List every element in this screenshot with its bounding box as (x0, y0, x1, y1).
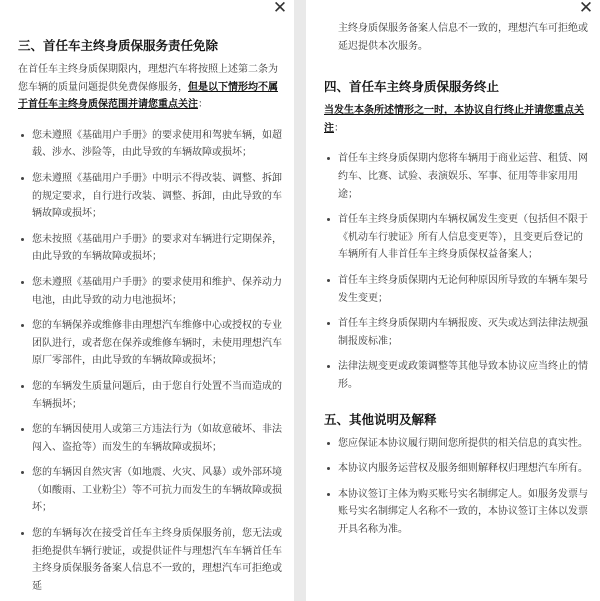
list-item: 您未按照《基础用户手册》的要求对车辆进行定期保养，由此导致的车辆故障或损坏； (18, 231, 282, 266)
section-3-intro (18, 61, 282, 114)
section-3-intro-end: ： (198, 99, 208, 111)
section-3-intro-emphasis: 但是以下情形均不属于首任车主终身质保范围并请您重点关注 (18, 81, 278, 111)
section-4-intro (324, 102, 588, 137)
list-item: 您的车辆发生质量问题后，由于您自行处置不当而造成的车辆损坏； (18, 378, 282, 413)
right-page (306, 0, 600, 601)
list-item: 您应保证本协议履行期间您所提供的相关信息的真实性。 (324, 435, 588, 453)
section-4-list (324, 150, 588, 393)
section-5-title: 五、其他说明及解释 (324, 411, 437, 427)
left-page (0, 0, 294, 601)
right-content (324, 20, 588, 538)
section-4-intro-emphasis: 当发生本条所述情形之一时，本协议自行终止并请您重点关注 (324, 105, 584, 134)
list-item: 您未遵照《基础用户手册》的要求使用和维护、保养动力电池，由此导致的动力电池损坏； (18, 274, 282, 309)
list-item: 您的车辆因使用人或第三方违法行为（如故意破坏、非法闯入、盗抢等）而发生的车辆故障或损坏； (18, 421, 282, 456)
list-item: 首任车主终身质保期内无论何种原因所导致的车辆车架号发生变更； (324, 272, 588, 307)
list-item: 首任车主终身质保期内车辆报废、灭失或达到法律法规强制报废标准； (324, 315, 588, 350)
continued-text: 主终身质保服务备案人信息不一致的，理想汽车可拒绝或延迟提供本次服务。 (338, 23, 588, 52)
section-3-list (18, 127, 282, 596)
section-4-title: 四、首任车主终身质保服务终止 (324, 79, 500, 95)
list-item: 首任车主终身质保期内车辆权属发生变更（包括但不限于《机动车行驶证》所有人信息变更等），且变更后登记的车辆所有人非首任车主终身质保权益备案人； (324, 211, 588, 264)
list-item: 您的车辆保养或维修非由理想汽车维修中心或授权的专业团队进行，或者您在保养或维修车辆时，未使用理想汽车原厂零部件，由此导致的车辆故障或损坏； (18, 317, 282, 370)
list-item: 本协议签订主体为购买账号实名制绑定人。如服务发票与账号实名制绑定人名称不一致的，本协议签订主体以发票开具名称为准。 (324, 486, 588, 539)
section-3-intro-text: 在首任车主终身质保期限内，理想汽车将按照上述第二条为您车辆的质量问题提供免费保修服务， (18, 64, 278, 93)
section-4-intro-end: ： (334, 122, 344, 134)
list-item: 您未遵照《基础用户手册》中明示不得改装、调整、拆卸的规定要求，自行进行改装、调整、拆卸，由此导致的车辆故障或损坏； (18, 170, 282, 223)
section-5-list (324, 435, 588, 539)
close-icon[interactable]: ✕ (578, 0, 594, 18)
page-divider (294, 0, 306, 601)
list-item: 您的车辆因自然灾害（如地震、火灾、风暴）或外部环境（如酸雨、工业粉尘）等不可抗力而发生的车辆故障或损坏； (18, 464, 282, 517)
list-item: 首任车主终身质保期内您将车辆用于商业运营、租赁、网约车、比赛、试验、表演娱乐、军事、征用等非家用用途； (324, 150, 588, 203)
left-content (18, 36, 282, 595)
list-item: 您未遵照《基础用户手册》的要求使用和驾驶车辆，如超载、涉水、涉险等，由此导致的车辆故障或损坏； (18, 127, 282, 162)
list-item: 您的车辆每次在接受首任车主终身质保服务前，您无法或拒绝提供车辆行驶证，或提供证件与理想汽车车辆首任车主终身质保服务备案人信息不一致的，理想汽车可拒绝或延 (18, 525, 282, 595)
list-item: 本协议内服务运营权及服务细则解释权归理想汽车所有。 (324, 460, 588, 478)
close-icon[interactable]: ✕ (272, 0, 288, 18)
section-3-title: 三、首任车主终身质保服务责任免除 (18, 38, 219, 53)
list-item: 法律法规变更或政策调整等其他导致本协议应当终止的情形。 (324, 358, 588, 393)
